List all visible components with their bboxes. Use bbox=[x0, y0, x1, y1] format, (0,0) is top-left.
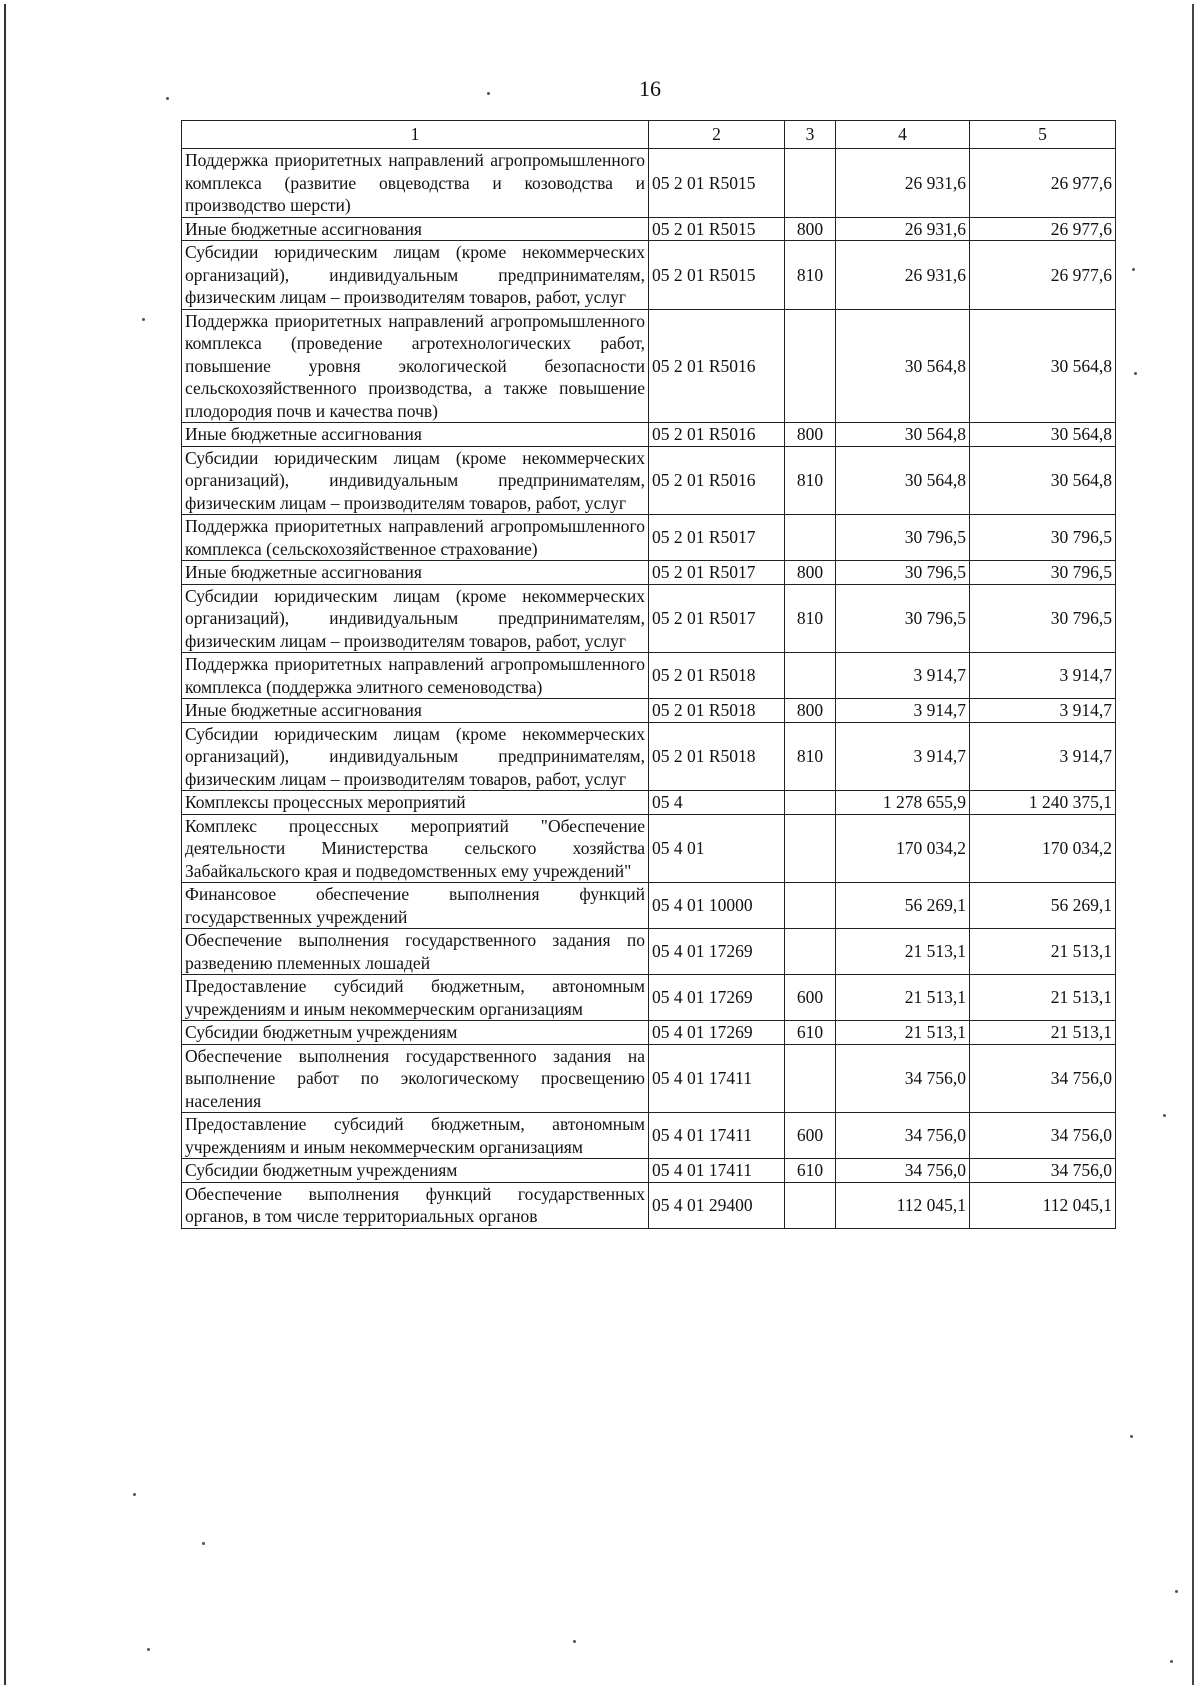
row-code: 05 4 bbox=[649, 791, 785, 815]
table-row bbox=[182, 309, 1116, 423]
budget-table bbox=[181, 120, 1116, 1229]
row-amount-col4: 170 034,2 bbox=[836, 814, 970, 883]
row-name: Субсидии юридическим лицам (кроме некоммерческих организаций), индивидуальным предпринимателям, физическим лицам – производителям товаров, работ, услуг bbox=[182, 722, 649, 791]
row-name: Субсидии юридическим лицам (кроме некоммерческих организаций), индивидуальным предпринимателям, физическим лицам – производителям товаров, работ, услуг bbox=[182, 241, 649, 310]
row-expense-type: 810 bbox=[785, 722, 836, 791]
row-amount-col4: 1 278 655,9 bbox=[836, 791, 970, 815]
row-amount-col5: 1 240 375,1 bbox=[970, 791, 1116, 815]
row-code: 05 4 01 17269 bbox=[649, 929, 785, 975]
row-amount-col4: 30 564,8 bbox=[836, 423, 970, 447]
row-code: 05 4 01 17411 bbox=[649, 1159, 785, 1183]
row-name: Субсидии юридическим лицам (кроме некоммерческих организаций), индивидуальным предпринимателям, физическим лицам – производителям товаров, работ, услуг bbox=[182, 446, 649, 515]
row-code: 05 4 01 bbox=[649, 814, 785, 883]
row-amount-col5: 26 977,6 bbox=[970, 241, 1116, 310]
row-amount-col5: 21 513,1 bbox=[970, 929, 1116, 975]
row-amount-col5: 3 914,7 bbox=[970, 722, 1116, 791]
row-amount-col5: 56 269,1 bbox=[970, 883, 1116, 929]
row-code: 05 2 01 R5015 bbox=[649, 149, 785, 218]
row-code: 05 2 01 R5018 bbox=[649, 722, 785, 791]
row-amount-col5: 21 513,1 bbox=[970, 975, 1116, 1021]
row-amount-col4: 3 914,7 bbox=[836, 653, 970, 699]
row-name: Иные бюджетные ассигнования bbox=[182, 217, 649, 241]
row-amount-col5: 34 756,0 bbox=[970, 1044, 1116, 1113]
row-code: 05 2 01 R5016 bbox=[649, 446, 785, 515]
header-col-5: 5 bbox=[970, 121, 1116, 149]
row-expense-type: 800 bbox=[785, 423, 836, 447]
row-amount-col5: 112 045,1 bbox=[970, 1182, 1116, 1228]
row-expense-type bbox=[785, 791, 836, 815]
row-name: Финансовое обеспечение выполнения функций государственных учреждений bbox=[182, 883, 649, 929]
row-amount-col5: 21 513,1 bbox=[970, 1021, 1116, 1045]
row-amount-col4: 30 796,5 bbox=[836, 561, 970, 585]
header-col-4: 4 bbox=[836, 121, 970, 149]
table-row bbox=[182, 149, 1116, 218]
table-row bbox=[182, 1113, 1116, 1159]
row-name: Комплексы процессных мероприятий bbox=[182, 791, 649, 815]
row-amount-col5: 3 914,7 bbox=[970, 699, 1116, 723]
row-name: Обеспечение выполнения государственного задания по разведению племенных лошадей bbox=[182, 929, 649, 975]
row-code: 05 2 01 R5015 bbox=[649, 217, 785, 241]
row-name: Иные бюджетные ассигнования bbox=[182, 699, 649, 723]
row-amount-col4: 34 756,0 bbox=[836, 1044, 970, 1113]
table-row bbox=[182, 699, 1116, 723]
row-expense-type bbox=[785, 149, 836, 218]
table-row bbox=[182, 1021, 1116, 1045]
row-amount-col5: 34 756,0 bbox=[970, 1113, 1116, 1159]
scan-speck bbox=[147, 1648, 150, 1651]
table-row bbox=[182, 929, 1116, 975]
row-code: 05 2 01 R5016 bbox=[649, 423, 785, 447]
row-expense-type: 610 bbox=[785, 1021, 836, 1045]
row-expense-type bbox=[785, 309, 836, 423]
scan-speck bbox=[573, 1640, 576, 1643]
row-amount-col4: 3 914,7 bbox=[836, 722, 970, 791]
page-number: 16 bbox=[639, 76, 661, 101]
row-expense-type bbox=[785, 814, 836, 883]
row-expense-type bbox=[785, 929, 836, 975]
row-amount-col5: 26 977,6 bbox=[970, 149, 1116, 218]
row-code: 05 4 01 17269 bbox=[649, 975, 785, 1021]
row-amount-col5: 170 034,2 bbox=[970, 814, 1116, 883]
row-expense-type: 810 bbox=[785, 446, 836, 515]
row-code: 05 4 01 17411 bbox=[649, 1044, 785, 1113]
row-name: Поддержка приоритетных направлений агропромышленного комплекса (проведение агротехнологических работ, повышение уровня экологической безопасности сельскохозяйственного производства, а также повышение плодородия почв и качества почв) bbox=[182, 309, 649, 423]
row-code: 05 2 01 R5016 bbox=[649, 309, 785, 423]
row-amount-col4: 30 564,8 bbox=[836, 309, 970, 423]
row-name: Обеспечение выполнения государственного задания на выполнение работ по экологическому просвещению населения bbox=[182, 1044, 649, 1113]
row-amount-col4: 34 756,0 bbox=[836, 1113, 970, 1159]
row-amount-col4: 26 931,6 bbox=[836, 241, 970, 310]
row-name: Предоставление субсидий бюджетным, автономным учреждениям и иным некоммерческим организациям bbox=[182, 975, 649, 1021]
row-code: 05 4 01 10000 bbox=[649, 883, 785, 929]
table-row bbox=[182, 241, 1116, 310]
row-expense-type: 800 bbox=[785, 217, 836, 241]
row-expense-type: 810 bbox=[785, 241, 836, 310]
row-amount-col5: 30 564,8 bbox=[970, 423, 1116, 447]
row-expense-type: 810 bbox=[785, 584, 836, 653]
row-amount-col4: 21 513,1 bbox=[836, 1021, 970, 1045]
row-code: 05 2 01 R5017 bbox=[649, 561, 785, 585]
row-code: 05 2 01 R5018 bbox=[649, 699, 785, 723]
row-name: Субсидии бюджетным учреждениям bbox=[182, 1021, 649, 1045]
header-col-3: 3 bbox=[785, 121, 836, 149]
table-row bbox=[182, 446, 1116, 515]
row-amount-col4: 21 513,1 bbox=[836, 975, 970, 1021]
row-code: 05 4 01 17411 bbox=[649, 1113, 785, 1159]
scan-speck bbox=[1163, 1114, 1166, 1117]
row-amount-col5: 34 756,0 bbox=[970, 1159, 1116, 1183]
row-expense-type: 600 bbox=[785, 1113, 836, 1159]
row-expense-type: 610 bbox=[785, 1159, 836, 1183]
table-row bbox=[182, 1182, 1116, 1228]
row-name: Поддержка приоритетных направлений агропромышленного комплекса (развитие овцеводства и козоводства и производство шерсти) bbox=[182, 149, 649, 218]
scan-speck bbox=[1132, 268, 1135, 271]
header-col-2: 2 bbox=[649, 121, 785, 149]
row-amount-col4: 30 796,5 bbox=[836, 515, 970, 561]
row-name: Комплекс процессных мероприятий "Обеспечение деятельности Министерства сельского хозяйства Забайкальского края и подведомственных ему учреждений" bbox=[182, 814, 649, 883]
row-code: 05 4 01 29400 bbox=[649, 1182, 785, 1228]
scan-speck bbox=[202, 1542, 205, 1545]
scan-speck bbox=[142, 318, 145, 321]
row-code: 05 2 01 R5015 bbox=[649, 241, 785, 310]
row-expense-type bbox=[785, 883, 836, 929]
row-code: 05 2 01 R5018 bbox=[649, 653, 785, 699]
row-amount-col5: 30 564,8 bbox=[970, 309, 1116, 423]
table-row bbox=[182, 814, 1116, 883]
table-row bbox=[182, 791, 1116, 815]
row-name: Поддержка приоритетных направлений агропромышленного комплекса (сельскохозяйственное страхование) bbox=[182, 515, 649, 561]
row-amount-col4: 56 269,1 bbox=[836, 883, 970, 929]
table-body bbox=[182, 149, 1116, 1229]
row-code: 05 4 01 17269 bbox=[649, 1021, 785, 1045]
row-amount-col5: 30 796,5 bbox=[970, 515, 1116, 561]
row-name: Иные бюджетные ассигнования bbox=[182, 423, 649, 447]
table-row bbox=[182, 515, 1116, 561]
row-name: Субсидии бюджетным учреждениям bbox=[182, 1159, 649, 1183]
table-row bbox=[182, 1044, 1116, 1113]
row-amount-col4: 34 756,0 bbox=[836, 1159, 970, 1183]
row-code: 05 2 01 R5017 bbox=[649, 584, 785, 653]
table-row bbox=[182, 653, 1116, 699]
table-row bbox=[182, 1159, 1116, 1183]
scan-speck bbox=[1134, 372, 1137, 375]
row-expense-type: 600 bbox=[785, 975, 836, 1021]
table-row bbox=[182, 883, 1116, 929]
row-expense-type bbox=[785, 515, 836, 561]
row-amount-col4: 30 564,8 bbox=[836, 446, 970, 515]
table-header-row bbox=[182, 121, 1116, 149]
row-amount-col5: 30 796,5 bbox=[970, 561, 1116, 585]
row-amount-col5: 30 564,8 bbox=[970, 446, 1116, 515]
scan-speck bbox=[487, 92, 490, 95]
row-amount-col4: 21 513,1 bbox=[836, 929, 970, 975]
row-name: Предоставление субсидий бюджетным, автономным учреждениям и иным некоммерческим организациям bbox=[182, 1113, 649, 1159]
row-amount-col4: 26 931,6 bbox=[836, 217, 970, 241]
row-name: Обеспечение выполнения функций государственных органов, в том числе территориальных органов bbox=[182, 1182, 649, 1228]
row-expense-type bbox=[785, 653, 836, 699]
row-code: 05 2 01 R5017 bbox=[649, 515, 785, 561]
header-col-1: 1 bbox=[182, 121, 649, 149]
row-amount-col5: 26 977,6 bbox=[970, 217, 1116, 241]
row-expense-type bbox=[785, 1182, 836, 1228]
row-name: Иные бюджетные ассигнования bbox=[182, 561, 649, 585]
scan-speck bbox=[166, 97, 169, 100]
table-row bbox=[182, 561, 1116, 585]
scan-speck bbox=[1170, 1660, 1173, 1663]
table-row bbox=[182, 722, 1116, 791]
row-amount-col4: 30 796,5 bbox=[836, 584, 970, 653]
row-amount-col4: 3 914,7 bbox=[836, 699, 970, 723]
table-row bbox=[182, 217, 1116, 241]
row-amount-col4: 112 045,1 bbox=[836, 1182, 970, 1228]
row-expense-type bbox=[785, 1044, 836, 1113]
row-name: Поддержка приоритетных направлений агропромышленного комплекса (поддержка элитного семеноводства) bbox=[182, 653, 649, 699]
row-amount-col4: 26 931,6 bbox=[836, 149, 970, 218]
row-expense-type: 800 bbox=[785, 561, 836, 585]
table-row bbox=[182, 975, 1116, 1021]
table-row bbox=[182, 423, 1116, 447]
row-amount-col5: 3 914,7 bbox=[970, 653, 1116, 699]
scan-speck bbox=[133, 1493, 136, 1496]
scan-speck bbox=[1175, 1590, 1178, 1593]
scan-speck bbox=[1130, 1435, 1133, 1438]
row-expense-type: 800 bbox=[785, 699, 836, 723]
table-row bbox=[182, 584, 1116, 653]
row-name: Субсидии юридическим лицам (кроме некоммерческих организаций), индивидуальным предпринимателям, физическим лицам – производителям товаров, работ, услуг bbox=[182, 584, 649, 653]
row-amount-col5: 30 796,5 bbox=[970, 584, 1116, 653]
